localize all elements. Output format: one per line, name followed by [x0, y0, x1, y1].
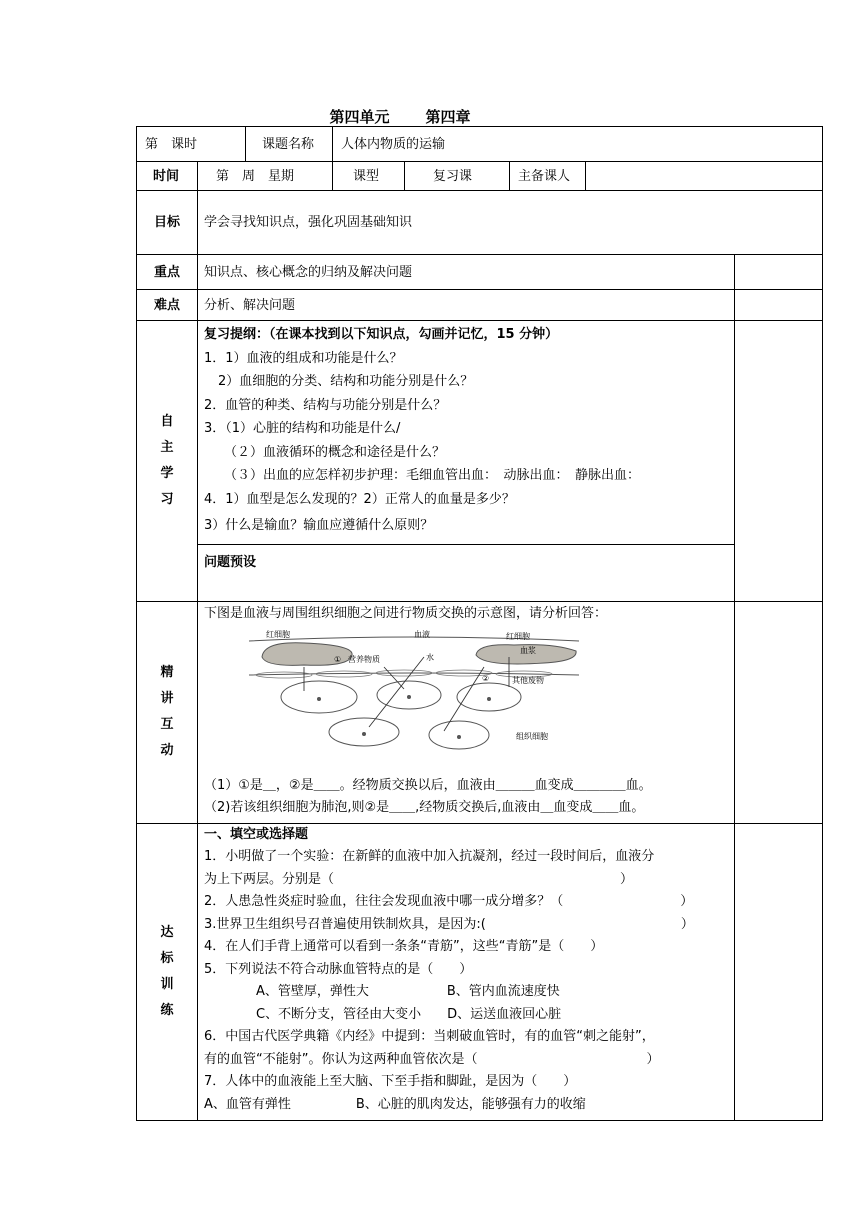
outline-line: 2）血细胞的分类、结构和功能分别是什么？ — [218, 374, 474, 389]
schedule-row — [137, 162, 823, 191]
time-label: 时间 — [137, 162, 198, 190]
lesson-number: 第 课时 — [137, 127, 246, 161]
practice-option: A、管壁厚，弹性大 B、管内血流速度快 — [256, 984, 560, 999]
practice-line: 4．在人们手背上通常可以看到一条条“青筋”，这些“青筋”是（ ） — [204, 939, 604, 954]
interact-note — [735, 601, 823, 823]
teacher-label: 主备课人 — [510, 162, 586, 190]
diagram-intro: 下图是血液与周围组织细胞之间进行物质交换的示意图，请分析回答： — [204, 605, 608, 621]
practice-line: 1．小明做了一个实验：在新鲜的血液中加入抗凝剂，经过一段时间后，血液分 — [204, 849, 655, 864]
goal-text: 学会寻找知识点，强化巩固基础知识 — [198, 191, 823, 255]
question-1: （1）①是＿，②是＿＿。经物质交换以后，血液由＿＿＿血变成＿＿＿＿血。 — [204, 777, 652, 793]
marker-2: ② — [482, 673, 490, 683]
practice-option: C、不断分支，管径由大变小 D、运送血液回心脏 — [256, 1006, 562, 1022]
outline-line: （３）出血的应怎样初步护理：毛细血管出血： 动脉出血： 静脉出血： — [224, 468, 641, 483]
practice-label: 达 标 训 练 — [137, 823, 198, 1121]
key-note — [735, 255, 823, 290]
practice-line: 5．下列说法不符合动脉血管特点的是（ ） — [204, 961, 473, 977]
practice-option: A、血管有弹性 B、心脏的肌肉发达，能够强有力的收缩 — [204, 1096, 586, 1112]
cell-nuclei — [317, 695, 491, 739]
practice-line: 3.世界卫生组织号召普遍使用铁制炊具，是因为:( ） — [204, 916, 694, 932]
outline-heading: 复习提纲：（在课本找到以下知识点，勾画并记忆，15 分钟） — [204, 327, 559, 342]
practice-heading: 一、填空或选择题 — [204, 826, 309, 842]
label-rbc-2: 红细胞 — [506, 631, 530, 641]
week-day: 第 周 星期 — [198, 162, 333, 190]
outline-line: 3）什么是输血？输血应遵循什么原则？ — [204, 518, 434, 533]
page-title — [0, 106, 800, 127]
label-water: 水 — [426, 652, 434, 662]
topic-name: 人体内物质的运输 — [341, 136, 446, 152]
label-rbc-1: 红细胞 — [266, 629, 290, 639]
outline-line: 2．血管的种类、结构与功能分别是什么？ — [204, 397, 447, 413]
label-tissue: 组织细胞 — [516, 731, 548, 741]
chapter-title: 第四章 — [425, 108, 471, 126]
label-plasma: 血浆 — [520, 645, 536, 655]
practice-line: 有的血管“不能射”。你认为这两种血管依次是（ ） — [204, 1051, 660, 1067]
outline-line: （２）血液循环的概念和途径是什么？ — [224, 444, 446, 460]
preset-questions: 问题预设 — [198, 544, 734, 597]
interact-content — [198, 601, 735, 823]
exchange-arrows — [304, 654, 509, 731]
type-label: 课型 — [333, 162, 405, 190]
practice-line: 7．人体中的血液能上至大脑、下至手指和脚趾，是因为（ ） — [204, 1074, 577, 1089]
teacher-name — [586, 162, 822, 190]
key-text: 知识点、核心概念的归纳及解决问题 — [198, 255, 735, 290]
difficulty-text: 分析、解决问题 — [198, 290, 735, 321]
goal-label: 目标 — [137, 191, 198, 255]
key-label: 重点 — [137, 255, 198, 290]
self-study-label: 自 主 学 习 — [137, 321, 198, 602]
outline-line: 3．（1）心脏的结构和功能是什么/ — [204, 421, 401, 436]
lesson-plan-table — [136, 126, 823, 1121]
difficulty-note — [735, 290, 823, 321]
label-nutrients: 营养物质 — [348, 654, 380, 664]
outline-line: 1．1）血液的组成和功能是什么？ — [204, 350, 403, 366]
label-blood: 血液 — [414, 629, 430, 639]
outline-line: 4．1）血型是怎么发现的？2）正常人的血量是多少？ — [204, 491, 515, 507]
question-2: （2)若该组织细胞为肺泡,则②是＿＿,经物质交换后,血液由＿血变成＿＿血。 — [204, 799, 645, 815]
self-study-note — [735, 321, 823, 602]
topic-label: 课题名称 — [246, 127, 333, 161]
lesson-type: 复习课 — [405, 162, 510, 190]
interact-label: 精 讲 互 动 — [137, 601, 198, 823]
marker-1: ① — [334, 654, 342, 664]
tissue-cells — [281, 681, 521, 749]
practice-line: 6．中国古代医学典籍《内经》中提到：当刺破血管时，有的血管“刺之能射”， — [204, 1029, 655, 1044]
self-study-content — [198, 321, 735, 602]
blood-exchange-diagram — [244, 627, 584, 757]
lesson-info-row — [137, 127, 823, 162]
practice-line: 为上下两层。分别是（ ） — [204, 871, 634, 887]
difficulty-label: 难点 — [137, 290, 198, 321]
practice-content — [198, 823, 735, 1121]
capillary-wall-bottom — [249, 673, 579, 675]
practice-line: 2．人患急性炎症时验血，往往会发现血液中哪一成分增多？（ ） — [204, 894, 694, 909]
practice-note — [735, 823, 823, 1121]
unit-title: 第四单元 — [329, 108, 390, 126]
label-waste: 其他废物 — [512, 675, 544, 685]
